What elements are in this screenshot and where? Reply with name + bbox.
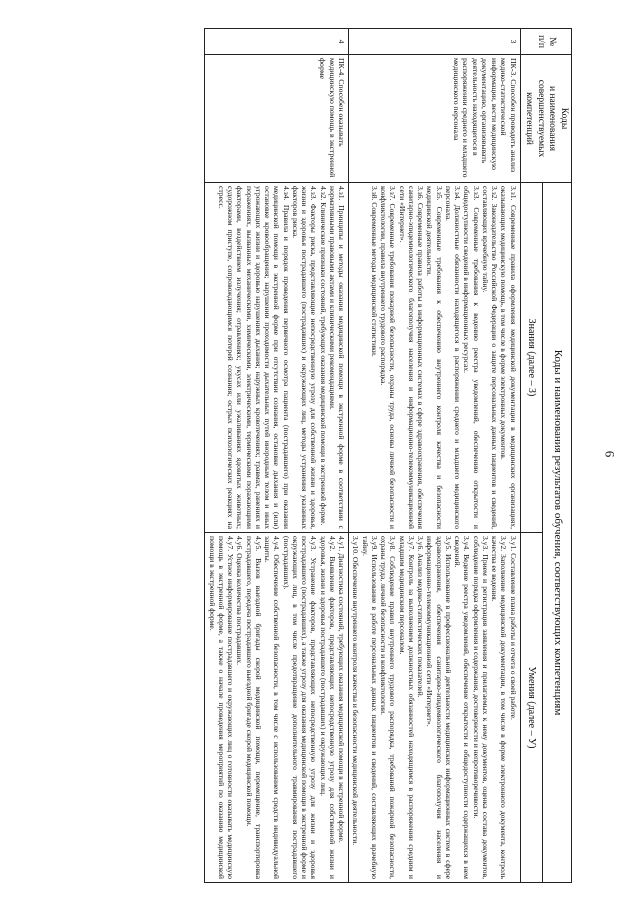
knowledge-item: 3.з8. Современные методы медицинской статистики. <box>369 186 379 357</box>
skill-item: 3.у1. Составление плана работы и отчета о своей работе. <box>508 536 518 720</box>
knowledge-item: 3.з1. Современные правила оформления медицинской документации в медицинских организациях, оказывающих медицинскую помощь, в том числе в форме электронных документов. <box>499 186 518 529</box>
row-number: 3 <box>349 29 521 55</box>
skill-item: 3.у5. Использование в профессиональной деятельности медицинских информационных систем в сфере здравоохранения, обеспечения санитарно-эпидемиологического благополучия населения и информационно-телекоммуникационной сети «Интернет». <box>425 536 453 879</box>
rotated-page <box>72 28 572 882</box>
skill-item: 3.у4. Ведение реестра уведомлений, обеспечение открытости и общедоступности содержащихся в нем сведений. <box>453 536 472 879</box>
skill-item: 4.у6. Оценка количества пострадавших. <box>235 536 245 666</box>
skill-item: 3.у9. Использование в работе персональных данных пациентов и сведений, составляющих врачебную тайну. <box>360 536 379 879</box>
skill-item: 3.у3. Прием и регистрация заявления и прилагаемых к нему документов, оценка состава документов, соблюдение порядка оформления и содержания, достоверности и непротиворечивости. <box>471 536 490 879</box>
skill-item: 4.у4. Обеспечение собственной безопасности, в том числе с использованием средств индивидуальной защиты. <box>263 536 282 879</box>
header-skills: Умения (далее – У) <box>520 533 542 883</box>
knowledge-item: 3.з4. Должностные обязанности находящегося в распоряжении среднего и младшего медицинского персонала. <box>443 186 463 529</box>
skill-item: 4.у1. Диагностика состояний, требующих оказания медицинской помощи в экстренной форме. <box>337 536 347 843</box>
knowledge-item: 4.з3. Факторы риска, представляющие непосредственную угрозу для собственной жизни и здоровья, жизни и здоровья пострадавшего (пострадавших) и окружающих лиц, методы устранения указанных факторов риска. <box>290 186 319 529</box>
knowledge-item: 3.з3. Современные требования к ведению реестра уведомлений, обеспечению открытости и общедоступности сведений в информационных ресурсах. <box>462 186 481 529</box>
table-row <box>349 29 521 883</box>
knowledge-item: 4.з4. Правила и порядок проведения первичного осмотра пациента (пострадавшего) при оказании медицинской помощи в экстренной форме при отсутствии сознания, остановке дыхания и (или) остановке кровообращения; нарушении проходимости дыхательных путей инородным телом и иных угрожающих жизни и здоровью нарушениях дыхания; наружных кровотечениях; травмах, ранениях и поражениях, вызванных механическими, химическими, электрическими, термическими поражающими факторами, воздействием излучения; отравлениях; укусах или ужаливаниях ядовитых животных; судорожном приступе, сопровождающимся потерей сознания; острых психологических реакциях на стресс. <box>216 186 291 529</box>
header-no: № п/п <box>520 29 571 55</box>
skill-item: 3.у8. Соблюдение правил внутреннего трудового распорядка, требований пожарной безопасности, охраны труда, личной безопасности и конфликтологии. <box>379 536 398 879</box>
skills-cell <box>205 533 349 883</box>
knowledge-item: 3.з2. Законодательство Российской Федерации о защите персональных данных пациентов и сведений, составляющих врачебную тайну. <box>480 186 500 529</box>
knowledge-item: 3.з5. Современные требования к обеспечению внутреннего контроля качества и безопасности медицинской деятельности. <box>425 186 444 529</box>
knowledge-item: 3.з6. Современные правила работы в информационных системах в сфере здравоохранения, обеспечения санитарно-эпидемиологического благополучия населения и информационно-телекоммуникационной сети «Интернет». <box>397 186 426 529</box>
competence-table <box>204 28 572 883</box>
header-knowledge: Знания (далее – З) <box>520 183 542 533</box>
skill-item: 3.у7. Контроль за выполнением должностных обязанностей находящимся в распоряжении средним и младшим медицинским персоналом. <box>397 536 416 879</box>
skill-item: 4.у7. Устное информирование пострадавшего и окружающих лиц о готовности оказывать медицинскую помощь в экстренной форме, а также о начале проведения мероприятий по оказанию медицинской помощи в экстренной форме. <box>207 536 236 879</box>
header-codes: Коды и наименования совершенствуемых компетенций <box>520 55 571 183</box>
row-number: 4 <box>205 29 349 55</box>
skill-item: 3.у6. Анализ медико-статистических показателей. <box>416 536 426 698</box>
competence-cell: ПК-4. Способен оказывать медицинскую помощь в экстренной форме <box>205 55 349 183</box>
table-row <box>205 29 349 883</box>
knowledge-cell <box>205 183 349 533</box>
skill-item: 3.у10. Обеспечение внутреннего контроля качества и безопасности медицинской деятельности. <box>351 536 361 846</box>
skill-item: 4.у3. Устранение факторов, представляющих непосредственную угрозу для жизни и здоровья пострадавшего (пострадавших), а также угрозу для оказания медицинской помощи в экстренной форме и окружающих лиц, в том числе предотвращение дополнительного травмирования пострадавшего (пострадавших). <box>281 536 319 879</box>
knowledge-item: 4.з1. Принципы и методы оказания медицинской помощи в экстренной форме в соответствии с нормативными правовыми актами и клиническими рекомендациями. <box>327 186 347 529</box>
knowledge-cell <box>349 183 521 533</box>
skill-item: 4.у2. Выявление факторов, представляющих непосредственную угрозу для собственной жизни и здоровья, жизни и здоровья пострадавшего (пострадавших) и окружающих лиц. <box>318 536 337 879</box>
knowledge-item: 3.з7. Современные требования пожарной безопасности, охраны труда, основы личной безопасности и конфликтологии, правила внутреннего трудового распорядка. <box>379 186 398 529</box>
header-main: Коды и наименования результатов обучения, соответствующих компетенциям <box>542 183 571 883</box>
competence-cell: ПК-3. Способен проводить анализ медико-статистической информации, вести медицинскую документацию, организовывать деятельность находящегося в распоряжении среднего и младшего медицинского персонала <box>349 55 521 183</box>
skills-cell <box>349 533 521 883</box>
skill-item: 4.у5. Вызов выездной бригады скорой медицинской помощи, перемещение, транспортировка пострадавшего, передача пострадавшего выездной бригаде скорой медицинской помощи. <box>244 536 263 879</box>
skill-item: 3.у2. Заполнение медицинской документации, в том числе в форме электронного документа, контроль качества ее ведения. <box>490 536 509 879</box>
knowledge-item: 4.з2. Клинические признаки состояний, требующих оказания медицинской помощи в экстренной форме. <box>318 186 328 526</box>
page-number: 6 <box>602 450 618 458</box>
